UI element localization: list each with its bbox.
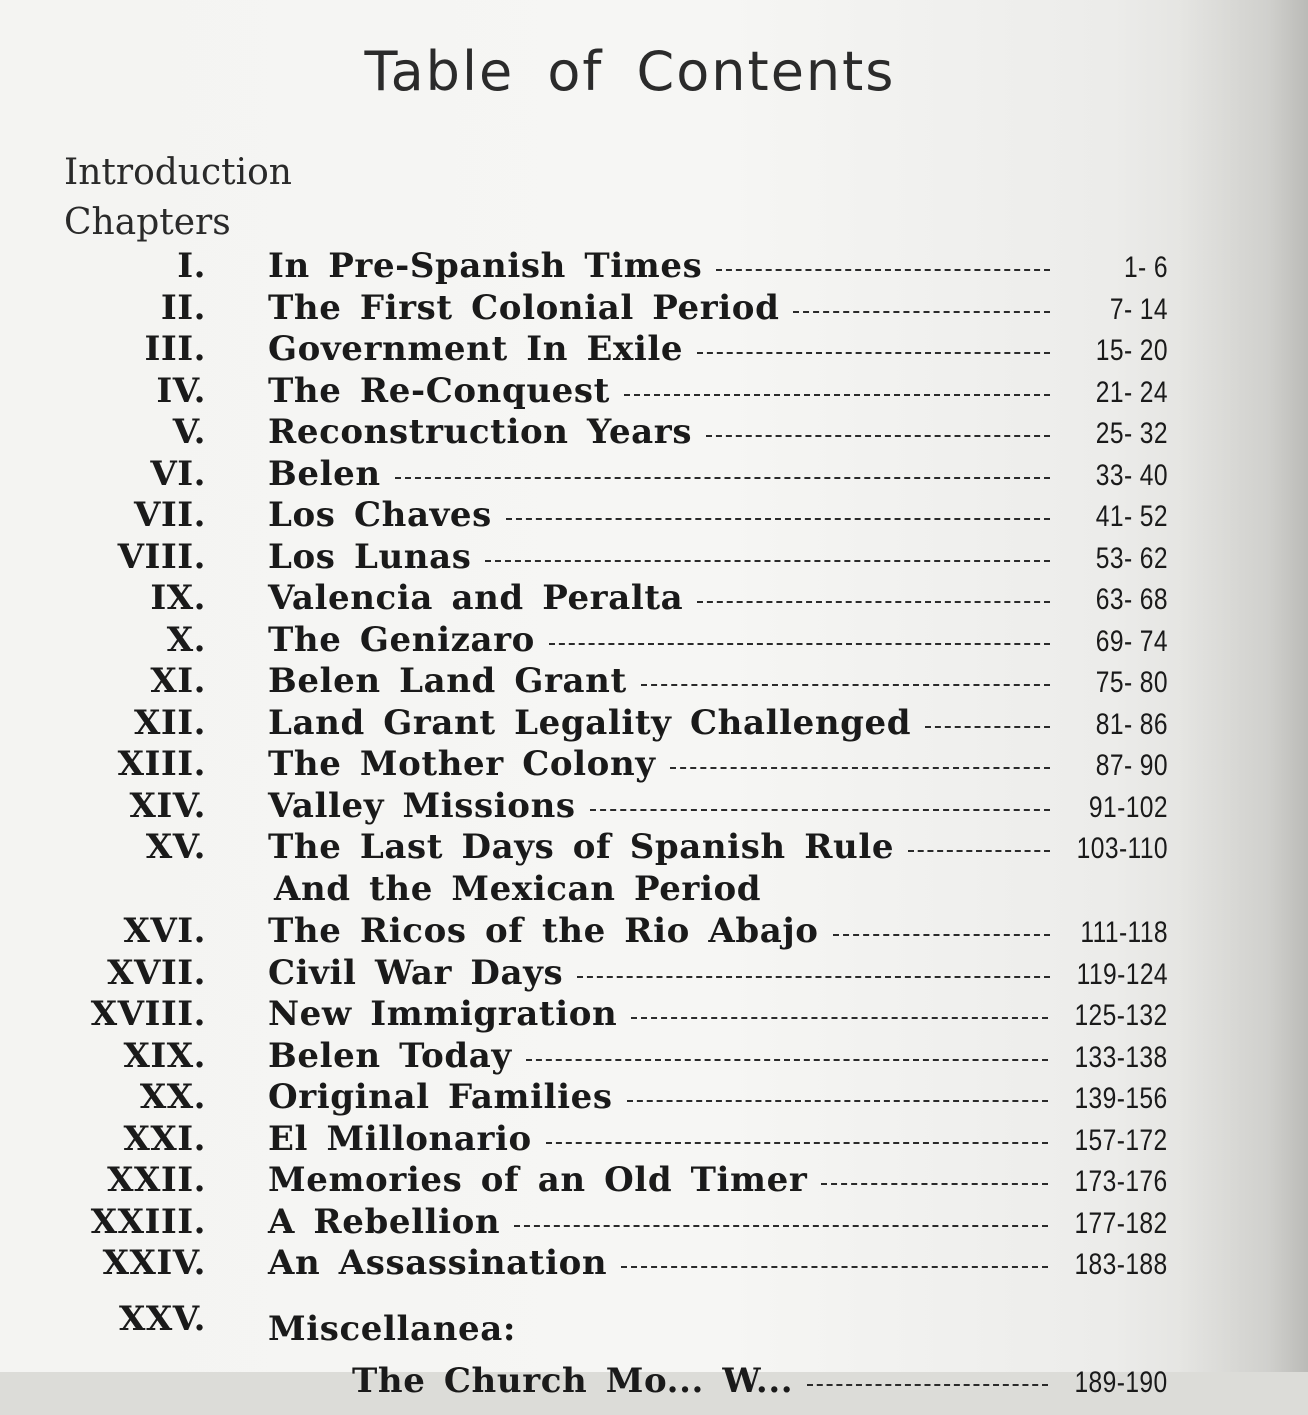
chapter-subtitle: And the Mexican Period [274,869,762,909]
toc-line [268,827,1168,867]
toc-entry [0,1239,1308,1281]
chapter-title: Belen Today [268,1035,512,1076]
toc-line [268,911,1168,951]
dot-leader [546,1142,1049,1144]
toc-entry [0,949,1308,991]
dot-leader [925,726,1050,728]
chapter-title: The Mother Colony [268,744,656,784]
dot-leader [908,850,1050,852]
chapter-title: El Millonario [268,1118,532,1159]
toc-line [268,994,1168,1034]
toc-entry [0,408,1308,450]
chapter-numeral: XXII. [107,1160,206,1200]
chapter-title: Los Lunas [268,536,472,577]
dot-leader [590,809,1050,811]
toc-line [268,1036,1168,1076]
chapter-title: Memories of an Old Timer [268,1160,808,1200]
dot-leader [549,643,1050,645]
dot-leader [395,477,1050,479]
chapter-numeral: XVI. [123,911,206,951]
chapter-title: The Genizaro [268,619,535,660]
toc-line [268,1119,1168,1159]
toc-line [268,537,1168,577]
toc-entry [0,699,1308,741]
chapter-title: Miscellanea: [268,1308,517,1349]
chapter-title: Civil War Days [268,952,564,993]
page-range: 33- 40 [1095,458,1168,492]
chapter-numeral: XIX. [123,1035,206,1076]
chapter-numeral: XI. [150,661,206,701]
dot-leader [716,269,1050,271]
page-range: 15- 20 [1095,334,1168,367]
dot-leader [485,560,1050,562]
page-range: 177-182 [1074,1206,1168,1240]
chapter-title: Valencia and Peralta [268,578,684,618]
toc-line [268,371,1168,411]
chapter-title: The First Colonial Period [268,287,780,328]
page-range: 103-110 [1076,832,1168,865]
page-range: 87- 90 [1095,749,1168,782]
toc-entry [0,325,1308,367]
introduction-label: Introduction [64,152,292,193]
dot-leader [807,1384,1048,1386]
toc-line [352,1361,1168,1401]
chapter-numeral: XXI. [123,1118,206,1159]
toc-entry [0,491,1308,533]
toc-entry [0,1156,1308,1198]
dot-leader [697,601,1050,603]
page-range: 157-172 [1074,1123,1168,1157]
chapter-numeral: XIII. [117,744,206,784]
page-range: 53- 62 [1095,541,1168,575]
chapter-title: The Ricos of the Rio Abajo [268,911,819,951]
toc-entry [0,533,1308,575]
chapter-numeral: VII. [133,495,206,535]
dot-leader [706,435,1050,437]
dot-leader [624,394,1050,396]
dot-leader [577,976,1050,978]
chapter-title: New Immigration [268,994,618,1034]
toc-entry [0,657,1308,699]
chapter-numeral: III. [144,329,206,369]
toc-line [268,620,1168,660]
chapter-numeral: VIII. [117,536,206,577]
toc-entry [0,1115,1308,1157]
chapter-title: The Re-Conquest [268,370,610,411]
dot-leader [506,518,1050,520]
chapter-numeral: XII. [133,702,206,743]
chapters-label: Chapters [64,202,231,243]
toc-entry [0,450,1308,492]
chapter-numeral: XXV. [118,1298,206,1339]
chapter-title: Los Chaves [268,495,492,535]
toc-line [268,246,1168,286]
chapter-title: An Assassination [268,1243,608,1283]
page-range: 21- 24 [1095,375,1168,409]
page-range: 133-138 [1074,1040,1168,1074]
chapter-title: Land Grant Legality Challenged [268,702,912,743]
dot-leader [621,1266,1048,1268]
page-range: 119-124 [1076,957,1168,991]
chapter-numeral: IX. [150,578,206,618]
toc-line [268,578,1168,618]
toc-line [268,953,1168,993]
toc-line [268,661,1168,701]
toc-entry [0,1198,1308,1240]
toc-line [268,495,1168,535]
toc-entry [0,740,1308,782]
chapter-title: A Rebellion [268,1201,501,1242]
sub-entry-title: The Church Mo... W... [352,1360,794,1401]
toc-line [268,786,1168,826]
page-range: 173-176 [1074,1165,1168,1198]
page-range: 125-132 [1074,999,1168,1032]
chapter-title: Valley Missions [268,785,576,826]
toc-entry [0,907,1308,949]
page-range: 7- 14 [1109,292,1168,326]
toc-line [268,1160,1168,1200]
toc-line [268,1243,1168,1283]
page-range: 139-156 [1074,1082,1168,1115]
chapter-numeral: XXIV. [102,1243,206,1283]
dot-leader [793,311,1050,313]
page-range: 75- 80 [1095,666,1168,699]
toc-line [268,1077,1168,1117]
chapter-numeral: II. [160,287,206,328]
page-range: 69- 74 [1095,624,1168,658]
chapter-numeral: VI. [150,453,206,494]
toc-line [268,744,1168,784]
page-range: 183-188 [1074,1248,1168,1281]
toc-entry [0,242,1308,284]
chapter-numeral: V. [172,412,206,452]
toc-entry [0,284,1308,326]
page-title: Table of Contents [364,40,896,103]
dot-leader [821,1183,1048,1185]
chapter-numeral: XX. [139,1077,206,1117]
toc-list [0,242,1308,1415]
chapter-title: Belen [268,453,381,494]
chapter-numeral: XV. [145,827,206,867]
dot-leader [631,1017,1048,1019]
chapter-title: Original Families [268,1077,613,1117]
chapter-numeral: XVIII. [90,994,206,1034]
dot-leader [526,1059,1049,1061]
chapter-numeral: XXIII. [90,1201,206,1242]
toc-entry [0,1073,1308,1115]
chapter-title: Belen Land Grant [268,661,627,701]
page-range: 81- 86 [1095,707,1168,741]
toc-line [268,703,1168,743]
dot-leader [697,352,1050,354]
chapter-title: Government In Exile [268,329,684,369]
toc-entry [0,367,1308,409]
toc-line [268,288,1168,328]
toc-entry [0,823,1308,907]
dot-leader [514,1225,1048,1227]
toc-entry [0,782,1308,824]
dot-leader [833,934,1050,936]
toc-entry-miscellanea [0,1295,1308,1415]
page-range: 63- 68 [1095,583,1168,616]
page-range: 1- 6 [1123,251,1168,284]
chapter-title: The Last Days of Spanish Rule [268,827,895,867]
chapter-numeral: IV. [156,370,206,411]
page-range: 111-118 [1080,916,1168,949]
page-range: 91-102 [1088,790,1168,824]
toc-entry [0,1032,1308,1074]
toc-line [268,1202,1168,1242]
chapter-numeral: XIV. [129,785,206,826]
page-range: 189-190 [1074,1365,1168,1399]
page-range: 25- 32 [1095,417,1168,450]
toc-line [268,454,1168,494]
chapter-numeral: X. [166,619,206,660]
dot-leader [627,1100,1049,1102]
toc-entry [0,574,1308,616]
toc-line [268,412,1168,452]
toc-entry [0,616,1308,658]
chapter-numeral: XVII. [107,952,206,993]
toc-entry [0,990,1308,1032]
chapter-numeral: I. [177,246,206,286]
chapter-title: In Pre-Spanish Times [268,246,703,286]
chapter-title: Reconstruction Years [268,412,693,452]
page-range: 41- 52 [1095,500,1168,533]
dot-leader [670,767,1050,769]
dot-leader [641,684,1050,686]
toc-line [268,329,1168,369]
